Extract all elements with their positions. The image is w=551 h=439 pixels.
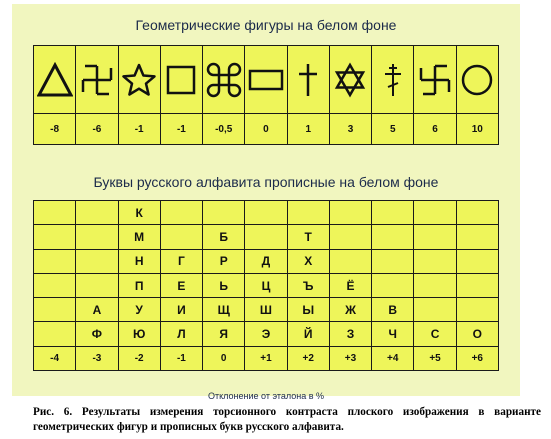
letter-cell xyxy=(245,201,287,225)
figure-caption: Рис. 6. Результаты измерения торсионного контраста плоского изображения в варианте геометрических фигур и прописных букв русского алфавита. xyxy=(33,406,541,433)
letter-cell: П xyxy=(118,273,160,297)
letter-cell xyxy=(414,249,456,273)
letter-value: +4 xyxy=(372,346,414,370)
letters-title: Буквы русского алфавита прописные на белом фоне xyxy=(93,174,439,190)
shape-value: -0,5 xyxy=(203,114,245,145)
shape-value: -8 xyxy=(34,114,76,145)
letter-cell: Ч xyxy=(372,322,414,346)
letters-row xyxy=(34,225,499,249)
letter-cell xyxy=(34,201,76,225)
letter-cell xyxy=(456,273,498,297)
swastika-right-icon xyxy=(417,62,453,98)
letter-cell: Б xyxy=(203,225,245,249)
letter-cell xyxy=(329,201,371,225)
letter-cell: И xyxy=(160,298,202,322)
shape-cell xyxy=(329,46,371,114)
shape-cell xyxy=(287,46,329,114)
letter-cell xyxy=(414,225,456,249)
shape-cell xyxy=(414,46,456,114)
letter-cell xyxy=(372,225,414,249)
letter-cell: Д xyxy=(245,249,287,273)
letter-cell: Я xyxy=(203,322,245,346)
shape-value: 5 xyxy=(372,114,414,145)
shape-cell xyxy=(160,46,202,114)
shape-value: -6 xyxy=(76,114,118,145)
letter-cell xyxy=(372,201,414,225)
letter-value: +1 xyxy=(245,346,287,370)
square-icon xyxy=(163,62,199,98)
letter-value: -4 xyxy=(34,346,76,370)
letter-cell xyxy=(76,273,118,297)
shape-value: -1 xyxy=(118,114,160,145)
letter-cell: Э xyxy=(245,322,287,346)
letter-cell: С xyxy=(414,322,456,346)
letter-cell: Ш xyxy=(245,298,287,322)
letter-cell xyxy=(414,273,456,297)
letter-cell: Ё xyxy=(329,273,371,297)
letter-value: +2 xyxy=(287,346,329,370)
letter-cell xyxy=(372,273,414,297)
letter-cell: Р xyxy=(203,249,245,273)
axis-caption: Отклонение от эталона в % xyxy=(208,391,324,401)
letter-cell xyxy=(456,201,498,225)
letter-cell xyxy=(160,201,202,225)
shape-value: 3 xyxy=(329,114,371,145)
letter-cell xyxy=(203,201,245,225)
shape-cell xyxy=(245,46,287,114)
letter-cell xyxy=(456,225,498,249)
letter-cell: К xyxy=(118,201,160,225)
shape-value: 6 xyxy=(414,114,456,145)
letter-cell: Ф xyxy=(76,322,118,346)
letter-cell xyxy=(34,298,76,322)
letter-value: -2 xyxy=(118,346,160,370)
shape-value: 10 xyxy=(456,114,498,145)
letter-cell: Щ xyxy=(203,298,245,322)
letter-cell xyxy=(160,225,202,249)
shape-value: -1 xyxy=(160,114,202,145)
letter-cell xyxy=(414,298,456,322)
letter-cell xyxy=(329,225,371,249)
letter-cell: Ь xyxy=(203,273,245,297)
circle-icon xyxy=(459,62,495,98)
latin-cross-icon xyxy=(290,62,326,98)
letter-cell xyxy=(76,201,118,225)
letter-cell xyxy=(456,298,498,322)
letter-cell: З xyxy=(329,322,371,346)
letter-cell xyxy=(34,322,76,346)
shapes-table xyxy=(33,45,499,145)
star-of-david-icon xyxy=(332,62,368,98)
letters-value-row xyxy=(34,346,499,370)
letter-cell xyxy=(329,249,371,273)
shapes-value-row xyxy=(34,114,499,145)
command-key-icon xyxy=(206,62,242,98)
shape-cell xyxy=(456,46,498,114)
letter-cell: М xyxy=(118,225,160,249)
shape-cell xyxy=(76,46,118,114)
letter-value: +5 xyxy=(414,346,456,370)
letter-cell xyxy=(414,201,456,225)
letter-cell: Ж xyxy=(329,298,371,322)
rectangle-icon xyxy=(248,62,284,98)
letter-cell: Т xyxy=(287,225,329,249)
letter-cell xyxy=(76,225,118,249)
letter-cell: В xyxy=(372,298,414,322)
star-icon xyxy=(121,62,157,98)
letters-row xyxy=(34,322,499,346)
swastika-left-icon xyxy=(79,62,115,98)
letter-cell: У xyxy=(118,298,160,322)
letter-cell: О xyxy=(456,322,498,346)
shape-value: 0 xyxy=(245,114,287,145)
letter-cell xyxy=(372,249,414,273)
letter-cell xyxy=(76,249,118,273)
letter-cell: Ы xyxy=(287,298,329,322)
letter-cell: Х xyxy=(287,249,329,273)
shape-value: 1 xyxy=(287,114,329,145)
letter-cell: Й xyxy=(287,322,329,346)
letter-value: +3 xyxy=(329,346,371,370)
letter-value: 0 xyxy=(203,346,245,370)
shape-cell xyxy=(34,46,76,114)
letter-cell: Г xyxy=(160,249,202,273)
shape-cell xyxy=(203,46,245,114)
shapes-icon-row xyxy=(34,46,499,114)
shapes-title: Геометрические фигуры на белом фоне xyxy=(135,17,397,33)
letter-cell: Ъ xyxy=(287,273,329,297)
letters-table xyxy=(33,200,499,371)
shape-cell xyxy=(372,46,414,114)
letter-value: +6 xyxy=(456,346,498,370)
letters-row xyxy=(34,298,499,322)
triangle-icon xyxy=(37,62,73,98)
letter-cell xyxy=(456,249,498,273)
letters-row xyxy=(34,249,499,273)
shape-cell xyxy=(118,46,160,114)
letter-cell xyxy=(245,225,287,249)
letter-cell: Ц xyxy=(245,273,287,297)
letter-cell: Е xyxy=(160,273,202,297)
letters-row xyxy=(34,273,499,297)
letter-cell: Н xyxy=(118,249,160,273)
orthodox-cross-icon xyxy=(375,62,411,98)
letters-row xyxy=(34,201,499,225)
letter-cell: Ю xyxy=(118,322,160,346)
letter-cell xyxy=(34,249,76,273)
letter-cell: А xyxy=(76,298,118,322)
letter-cell xyxy=(34,273,76,297)
letter-value: -3 xyxy=(76,346,118,370)
letter-cell xyxy=(287,201,329,225)
letter-cell: Л xyxy=(160,322,202,346)
letter-value: -1 xyxy=(160,346,202,370)
letter-cell xyxy=(34,225,76,249)
